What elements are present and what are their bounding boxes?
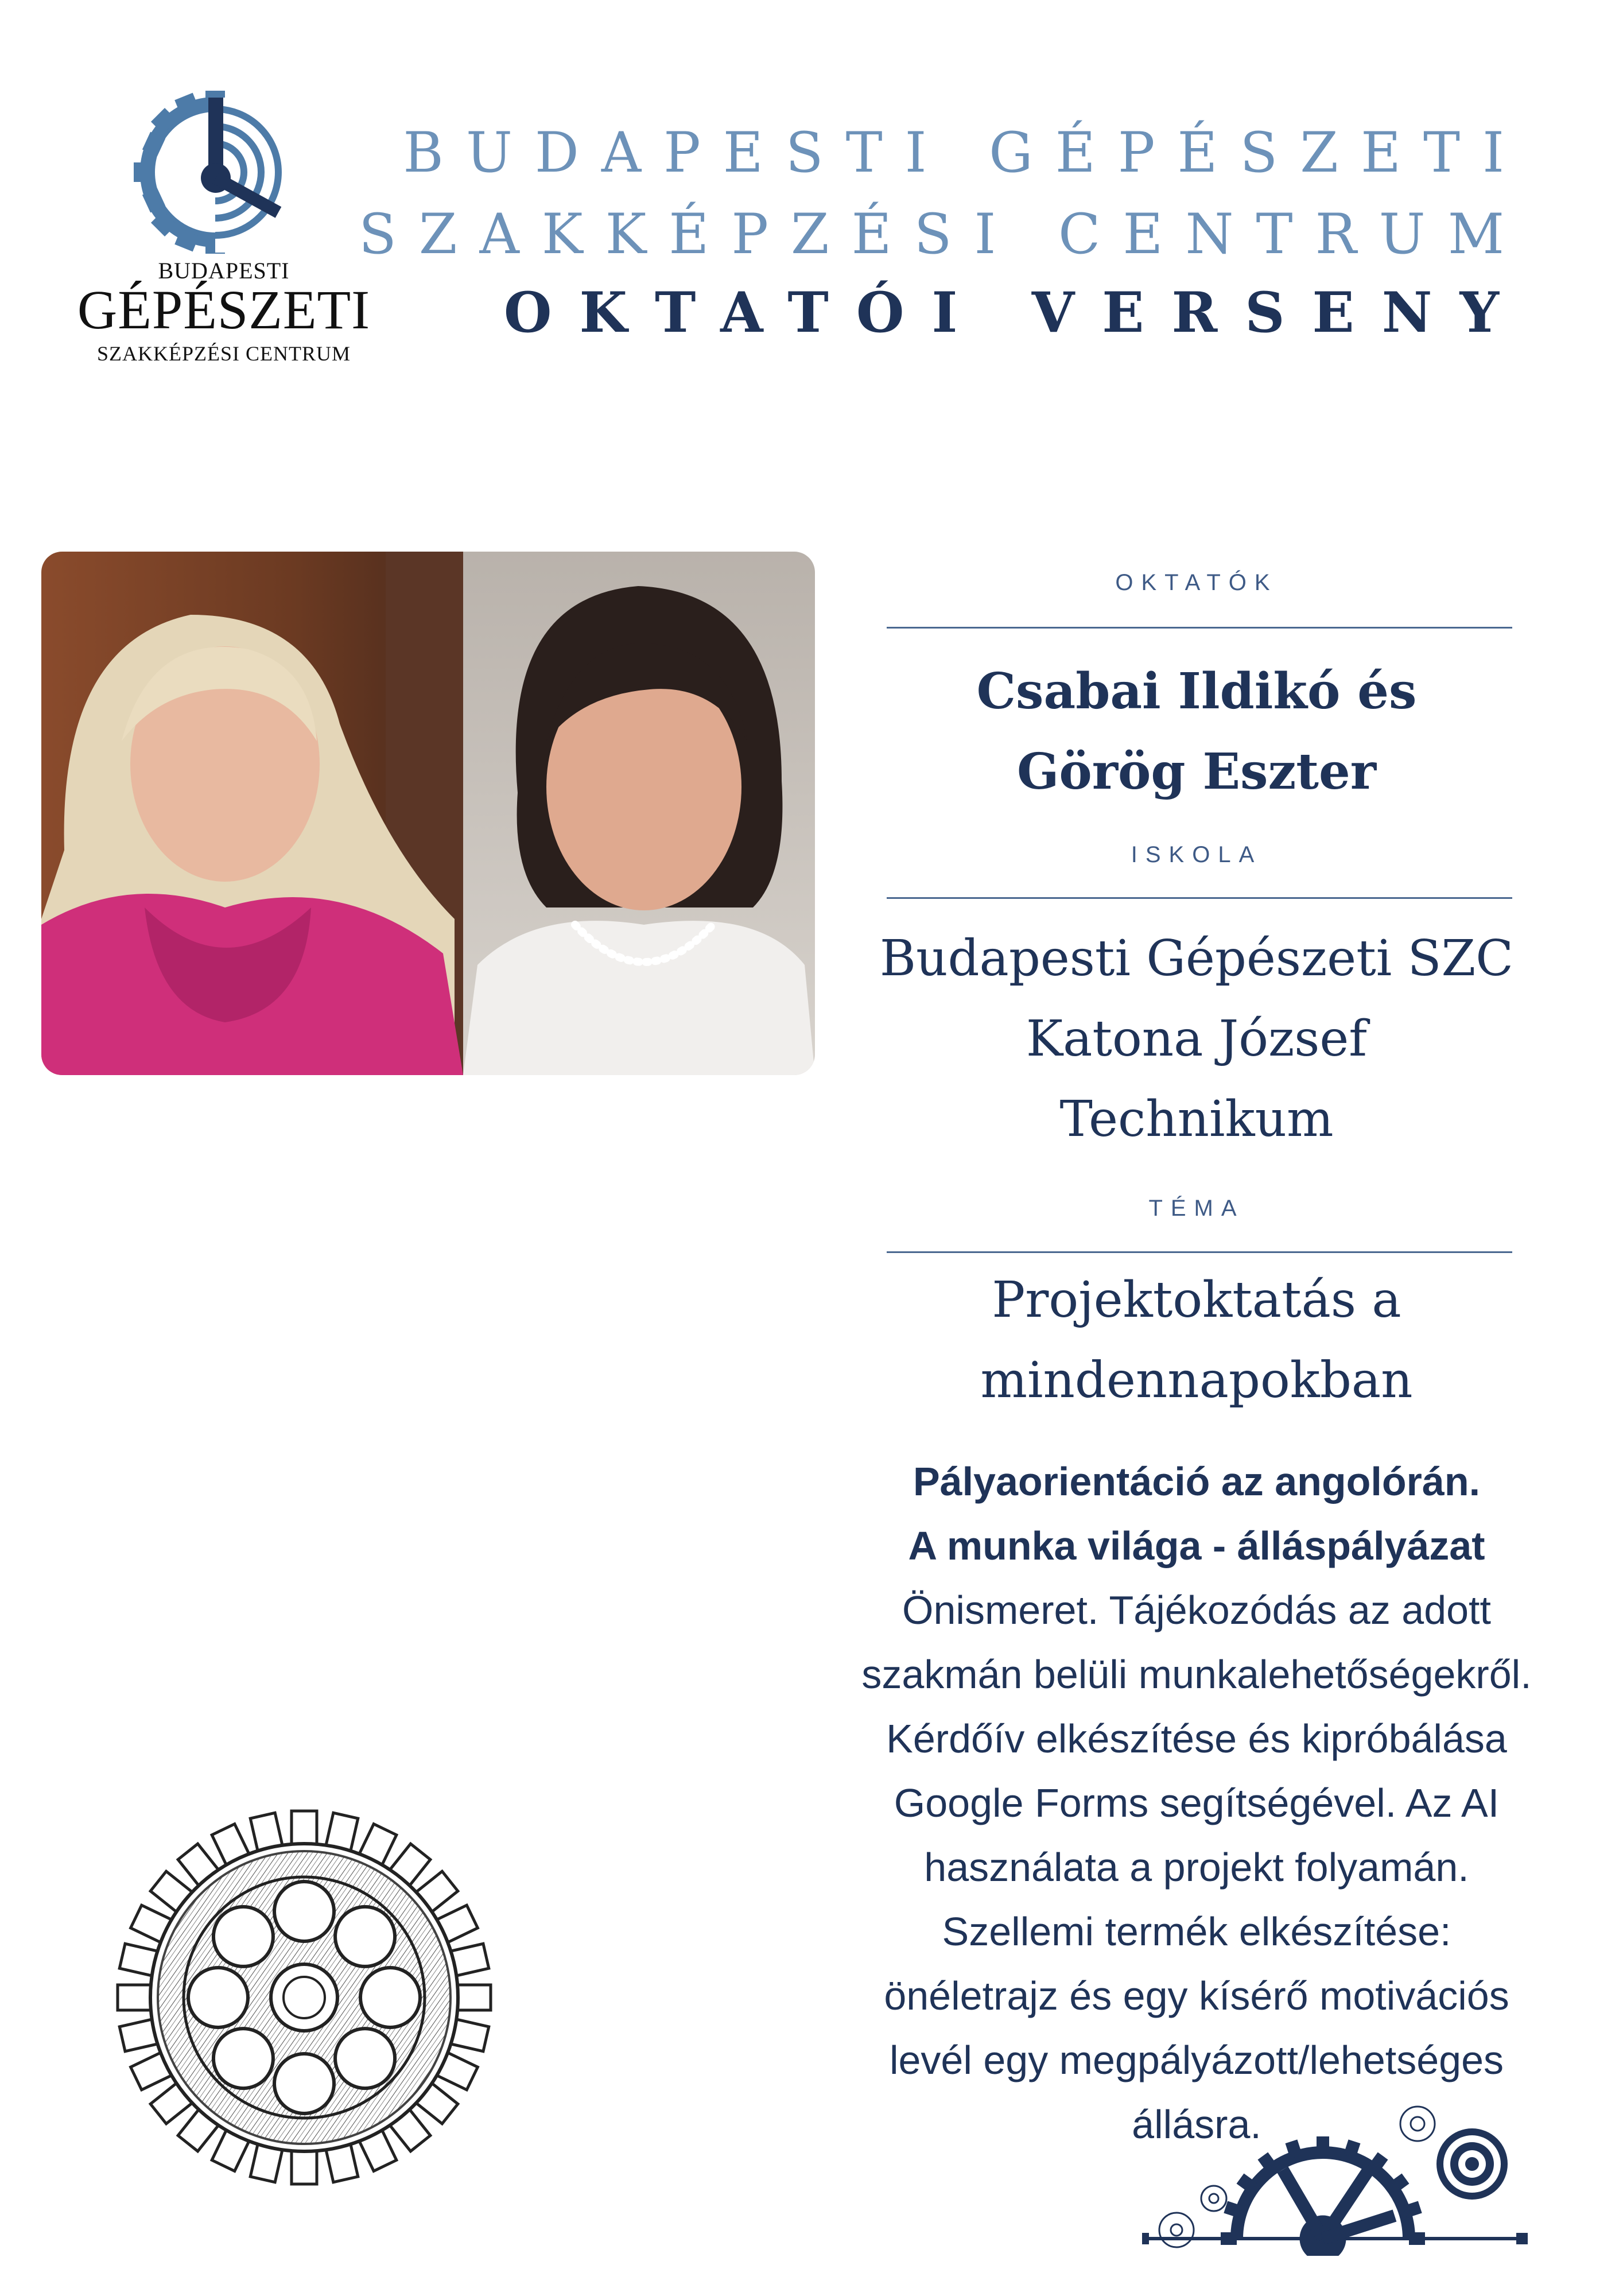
gear-hole [213,2029,273,2088]
gear-hole [335,2029,395,2088]
school-name [838,918,1555,1159]
gear-hole [274,1882,334,1941]
gear-tooth [1226,2207,1241,2212]
gear-hole [360,1968,420,2027]
description-line: levél egy megpályázott/lehetséges [889,2038,1504,2082]
photo-right [463,552,815,1075]
description-line: szakmán belüli munkalehetőségekről. [861,1652,1532,1697]
school-line: Technikum [1059,1091,1334,1148]
teacher-names [838,651,1555,812]
description-heading: A munka világa - álláspályázat [908,1523,1485,1568]
teachers-photo [41,552,815,1075]
photo-left [41,552,463,1075]
logo-line-2: GÉPÉSZETI [77,279,371,340]
description-line: önéletrajz és egy kísérő motivációs [884,1973,1509,2018]
gear-tooth [1263,2156,1272,2169]
gear-illustration-icon [109,1802,499,2195]
divider-topic [887,1251,1512,1253]
description-line: Szellemi termék elkészítése: [942,1909,1451,1954]
topic-label: TÉMA [1148,1196,1245,1221]
project-description [798,1449,1595,2157]
header-title: OKTATÓI VERSENY [503,280,1527,345]
gear-cluster-icon [1142,2089,1544,2258]
logo-line-3: SZAKKÉPZÉSI CENTRUM [96,342,351,365]
teacher-names-line: Görög Eszter [1016,743,1377,801]
school-line: Katona József [1026,1010,1368,1068]
gear-tooth [1373,2156,1383,2169]
teachers-label: OKTATÓK [1115,570,1278,595]
school-label: ISKOLA [1131,842,1263,867]
logo-line-1: BUDAPESTI [158,258,290,284]
logo [75,86,373,385]
divider-school [887,897,1512,899]
gear-hole [335,1907,395,1967]
gear-hole [274,2054,334,2113]
teacher-names-line: Csabai Ildikó és [976,662,1417,720]
gear-tooth [1291,2142,1296,2157]
gear-hole [213,1907,273,1967]
header-line-1: BUDAPESTI GÉPÉSZETI [403,121,1527,185]
description-line: Google Forms segítségével. Az AI [894,1781,1500,1825]
school-line: Budapesti Gépészeti SZC [879,930,1514,987]
header-line-2: SZAKKÉPZÉSI CENTRUM [359,202,1527,266]
description-line: Kérdőív elkészítése és kipróbálása [886,1716,1507,1761]
gear-clock-icon [129,86,319,258]
divider-teachers [887,627,1512,629]
gear-tooth [1240,2178,1253,2188]
description-line: használata a projekt folyamán. [924,1845,1469,1890]
gear-hole [188,1968,248,2027]
gear-tooth [1349,2142,1354,2157]
topic-title [838,1260,1555,1421]
topic-line: mindennapokban [980,1352,1413,1409]
gear-tooth [1392,2178,1405,2188]
description-heading: Pályaorientáció az angolórán. [913,1459,1481,1504]
gear-tooth [1405,2207,1420,2212]
description-line: állásra. [1132,2102,1261,2147]
description-line: Önismeret. Tájékozódás az adott [902,1588,1491,1632]
topic-line: Projektoktatás a [992,1271,1401,1329]
